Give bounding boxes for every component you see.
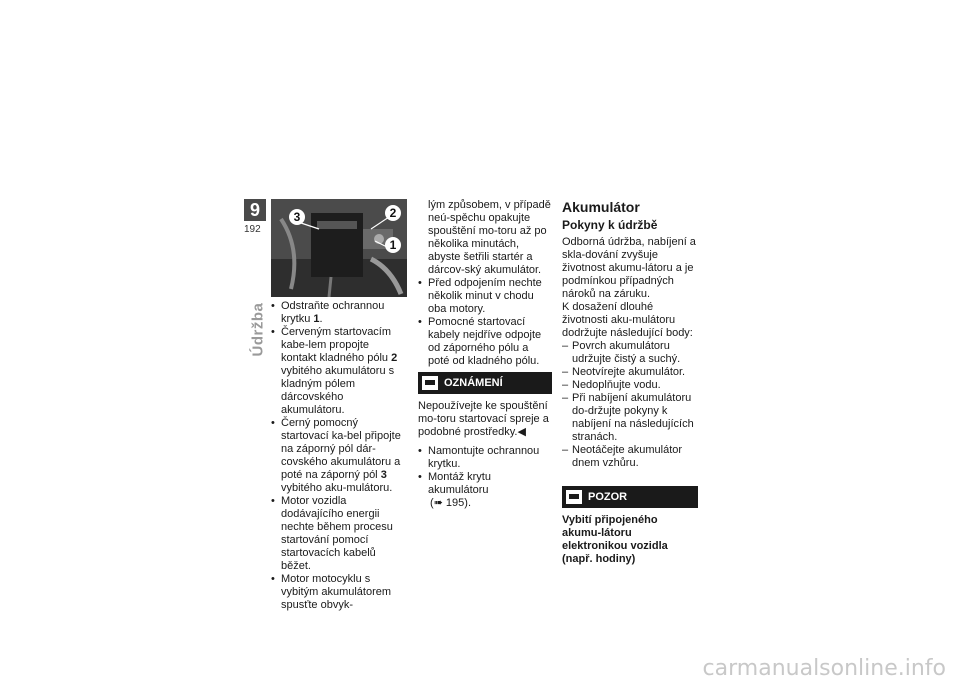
list-item: • Před odpojením nechte několik minut v chodu oba motory. [418,277,552,316]
list-item: – Neotáčejte akumulátor dnem vzhůru. [562,444,698,470]
warning-label: POZOR [588,490,628,503]
list-item: • Namontujte ochrannou krytku. [418,445,552,471]
list-item: – Při nabíjení akumulátoru do-držujte pokyny k nabíjení na následujících stranách. [562,392,698,444]
column-1 [271,300,407,612]
page-reference: (➠ 195). [430,497,472,509]
notice-banner [418,372,552,394]
list-item: • Černý pomocný startovací ka-bel připojte na záporný pól dár-covského akumulátoru a poté na záporný pól 3 vybitého aku-mulátoru. [271,417,407,495]
notice-text: Nepoužívejte ke spouštění mo-toru startovací spreje a podobné prostředky.◀ [418,400,549,438]
list-item: • Motor motocyklu s vybitým akumulátorem spusťte obvyk- [271,573,407,612]
warning-text: Vybití připojeného akumu-látoru elektronikou vozidla (např. hodiny) [562,514,668,565]
notice-hand-icon [422,376,438,390]
intro-paragraph: Odborná údržba, nabíjení a skla-dování zvyšuje životnost akumu-látoru a je podmínkou případných nároků na záruku. [562,236,696,300]
warning-banner [562,486,698,508]
subsection-title: Pokyny k údržbě [562,218,658,232]
intro-paragraph-2: K dosažení dlouhé životnosti aku-mulátoru dodržujte následující body: [562,301,693,339]
list-item: • Pomocné startovací kabely nejdříve odpojte od záporného pólu a poté od kladného pólu. [418,316,552,368]
battery-photo [271,199,407,297]
notice-label: OZNÁMENÍ [444,376,503,389]
warning-hand-icon [566,490,582,504]
list-item: – Povrch akumulátoru udržujte čistý a suchý. [562,340,698,366]
chapter-number: 9 [244,199,266,221]
column-2 [418,199,552,510]
continued-text: lým způsobem, v případě neú-spěchu opakujte spouštění mo-toru až po několika minutách, abyste šetřili startér a dárcov-ský akumulátor. [428,199,551,276]
section-title: Akumulátor [562,199,640,215]
list-item: – Nedoplňujte vodu. [562,379,698,392]
page-number: 192 [244,224,261,235]
list-item: • Montáž krytu akumulátoru (➠ 195). [418,471,552,510]
callout-2: 2 [385,205,401,221]
callout-3: 3 [289,209,305,225]
chapter-side-label: Údržba [249,302,267,357]
callout-1: 1 [385,237,401,253]
list-item: – Neotvírejte akumulátor. [562,366,698,379]
watermark: carmanualsonline.info [702,656,946,681]
list-item: • Červeným startovacím kabe-lem propojte kontakt kladného pólu 2 vybitého akumulátoru s kladným pólem dárcovského akumulátoru. [271,326,407,417]
column-3 [562,199,698,566]
list-item: • Motor vozidla dodávajícího energii nechte během procesu startování pomocí startovacích kabelů běžet. [271,495,407,573]
list-item: • Odstraňte ochrannou krytku 1. [271,300,407,326]
